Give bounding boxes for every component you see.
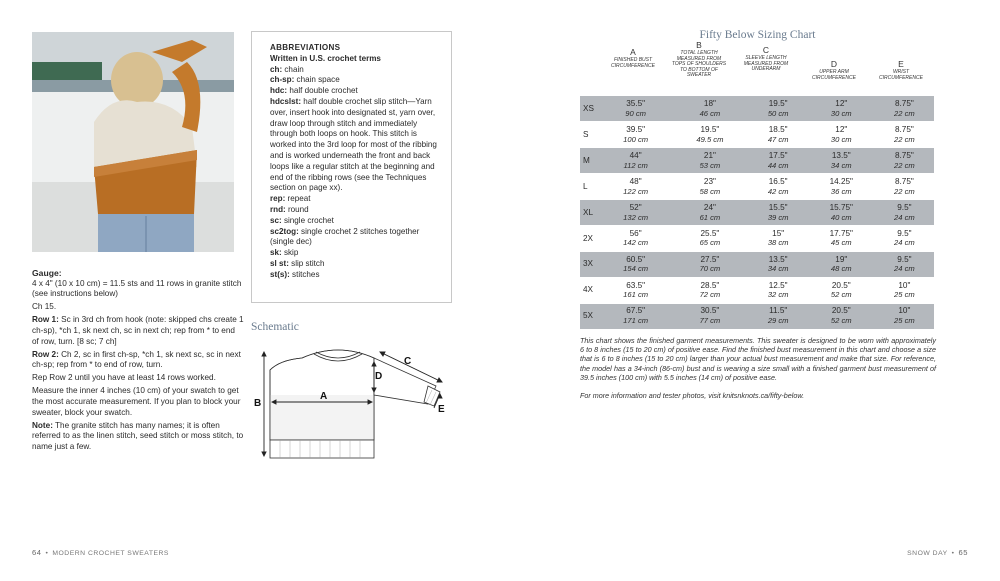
column-header-c	[738, 46, 794, 73]
measurement-cm: 72 cm	[699, 290, 721, 300]
measurement-cm: 132 cm	[623, 212, 649, 222]
column-letter: E	[898, 59, 904, 69]
size-row-s	[580, 122, 934, 148]
measurement-cm: 30 cm	[830, 108, 852, 118]
gauge-row1	[32, 315, 244, 347]
column-desc: SLEEVE LENGTH MEASURED FROM UNDERARM	[743, 55, 789, 73]
measurement-inches: 12.5"	[768, 280, 788, 290]
measurement-cell	[671, 277, 748, 303]
measurement-cm: 53 cm	[699, 160, 721, 170]
measurement-inches: 19.5"	[700, 125, 720, 135]
sizing-chart-title: Fifty Below Sizing Chart	[699, 29, 816, 41]
measurement-cm: 38 cm	[767, 238, 789, 248]
measurement-inches: 12"	[835, 125, 848, 135]
measurement-cell	[808, 122, 875, 148]
measurement-inches: 23"	[703, 177, 716, 187]
measurement-cm: 65 cm	[699, 238, 721, 248]
column-letter: C	[762, 45, 770, 55]
measurement-cell	[671, 174, 748, 200]
abbreviation-item	[270, 194, 441, 205]
measurement-inches: 8.75"	[894, 125, 914, 135]
measurement-cell	[875, 225, 934, 251]
measurement-inches: 10"	[898, 306, 911, 316]
measurement-cm: 90 cm	[625, 108, 646, 118]
size-row-3x	[580, 251, 934, 277]
abbr-def: chain	[282, 64, 304, 74]
measurement-cell	[600, 96, 671, 122]
abbreviation-item	[270, 86, 441, 97]
measurement-cell	[749, 174, 808, 200]
measurement-cm: 171 cm	[623, 316, 649, 326]
abbr-def: round	[285, 204, 309, 214]
measurement-cell	[600, 303, 671, 329]
measurement-inches: 18"	[703, 99, 716, 109]
measurement-inches: 44"	[629, 151, 642, 161]
abbr-def: single crochet 2 stitches together (single dec)	[270, 226, 420, 247]
measurement-cm: 22 cm	[894, 108, 915, 118]
gauge-section	[32, 268, 244, 455]
measurement-cell	[600, 277, 671, 303]
measurement-cell	[749, 200, 808, 226]
abbr-def: stitches	[289, 269, 320, 279]
schematic-label-a: A	[320, 391, 328, 402]
measurement-cm: 47 cm	[767, 134, 789, 144]
note-label: Note:	[32, 420, 53, 430]
abbreviation-item	[270, 248, 441, 259]
measurement-cm: 58 cm	[699, 186, 721, 196]
abbr-def: skip	[281, 248, 299, 258]
abbr-term: rnd:	[270, 204, 286, 214]
measurement-cm: 24 cm	[894, 264, 915, 274]
size-row-xs	[580, 96, 934, 122]
size-label: S	[580, 122, 600, 148]
size-row-m	[580, 148, 934, 174]
measurement-cm: 48 cm	[830, 264, 852, 274]
row1-label: Row 1:	[32, 315, 59, 325]
measurement-cm: 24 cm	[894, 212, 915, 222]
note-text: The granite stitch has many names; it is often referred to as the linen stitch, seed stitch or moss stitch, to name just a few.	[32, 420, 244, 451]
measurement-cm: 52 cm	[830, 290, 852, 300]
measurement-inches: 63.5"	[626, 280, 646, 290]
measurement-inches: 15.5"	[768, 202, 788, 212]
abbreviation-item	[270, 270, 441, 281]
measurement-inches: 67.5"	[626, 306, 646, 316]
size-row-xl	[580, 200, 934, 226]
measurement-cm: 39 cm	[767, 212, 789, 222]
measurement-inches: 11.5"	[769, 306, 788, 316]
abbreviation-item	[270, 227, 441, 249]
page-number-right: 65	[958, 548, 968, 557]
column-desc: UPPER ARM CIRCUMFERENCE	[812, 69, 856, 81]
size-label: 4X	[580, 277, 600, 303]
abbr-term: sk:	[270, 248, 282, 258]
abbr-term: st(s):	[270, 269, 290, 279]
measurement-cell	[749, 122, 808, 148]
page-number-left: 64	[32, 548, 42, 557]
measurement-cell	[600, 251, 671, 277]
abbreviation-item	[270, 65, 441, 76]
column-header-d	[806, 60, 862, 81]
abbr-def: single crochet	[281, 215, 334, 225]
measurement-cell	[875, 96, 934, 122]
measurement-cell	[808, 174, 875, 200]
measurement-cell	[808, 277, 875, 303]
measurement-inches: 17.5"	[768, 151, 788, 161]
measurement-cell	[671, 96, 748, 122]
sizing-more-info: For more information and tester photos, visit knitsnknots.ca/fifty-below.	[580, 391, 805, 400]
abbreviations-box	[251, 31, 452, 303]
schematic-label-d: D	[375, 371, 383, 382]
measurement-cm: 36 cm	[830, 186, 852, 196]
measurement-cell	[875, 251, 934, 277]
abbr-term: ch-sp:	[270, 75, 295, 85]
abbr-def: half double crochet slip stitch—Yarn over, insert hook into designated st, yarn over, draw loop through stitch and immediately through both loops on hook. This stitch is worked into the 3rd loop for most of the ribbing and is worked underneath the front and back loops like a regular stitch at the beginning and end of the ribbing rows (see the Techniques section on page xx).	[270, 96, 437, 193]
measurement-cm: 42 cm	[767, 186, 789, 196]
size-label: XS	[580, 96, 600, 122]
measurement-inches: 48"	[629, 177, 642, 187]
gauge-measure: Measure the inner 4 inches (10 cm) of your swatch to get the most accurate measurement. If you plan to block your sweater, block your swatch.	[32, 386, 241, 417]
measurement-cell	[875, 174, 934, 200]
size-label: 3X	[580, 251, 600, 277]
measurement-inches: 16.5"	[768, 177, 788, 187]
measurement-cm: 29 cm	[767, 316, 789, 326]
measurement-inches: 25.5"	[700, 228, 720, 238]
measurement-inches: 39.5"	[626, 125, 646, 135]
measurement-cm: 40 cm	[830, 212, 852, 222]
measurement-cell	[808, 303, 875, 329]
gauge-row2	[32, 350, 244, 371]
measurement-inches: 17.75"	[829, 228, 853, 238]
measurement-inches: 28.5"	[700, 280, 720, 290]
schematic-label-c: C	[404, 356, 412, 367]
measurement-cell	[808, 200, 875, 226]
measurement-inches: 18.5"	[768, 125, 788, 135]
measurement-inches: 27.5"	[700, 254, 720, 264]
column-letter: B	[696, 40, 702, 50]
measurement-inches: 10"	[898, 280, 911, 290]
measurement-inches: 35.5"	[626, 99, 646, 109]
abbr-term: sc:	[270, 215, 282, 225]
schematic-label-b: B	[254, 398, 262, 409]
measurement-cell	[600, 148, 671, 174]
size-label: 5X	[580, 303, 600, 329]
sizing-table	[580, 96, 934, 330]
measurement-inches: 8.75"	[894, 99, 914, 109]
measurement-cm: 112 cm	[623, 160, 648, 170]
measurement-cell	[875, 303, 934, 329]
size-row-5x	[580, 303, 934, 329]
row2-label: Row 2:	[32, 349, 59, 359]
column-desc: FINISHED BUST CIRCUMFERENCE	[611, 57, 655, 69]
gauge-line: 4 x 4" (10 x 10 cm) = 11.5 sts and 11 rows in granite stitch (see instructions below)	[32, 278, 242, 299]
measurement-cm: 70 cm	[699, 264, 721, 274]
row1-text: Sc in 3rd ch from hook (note: skipped chs create 1 ch-sp), *ch 1, sk next ch, sc in next ch; rep from * to end of row, turn. [8 sc; 7 ch]	[32, 315, 244, 346]
size-label: M	[580, 148, 600, 174]
measurement-cell	[600, 225, 671, 251]
measurement-cm: 52 cm	[830, 316, 852, 326]
abbreviation-item	[270, 97, 441, 194]
measurement-cell	[808, 96, 875, 122]
measurement-inches: 13.5"	[768, 254, 788, 264]
measurement-cell	[749, 277, 808, 303]
measurement-cell	[875, 200, 934, 226]
abbr-term: hdc:	[270, 86, 288, 96]
measurement-cell	[749, 96, 808, 122]
schematic-label-e: E	[438, 404, 445, 415]
gauge-repeat: Rep Row 2 until you have at least 14 rows worked.	[32, 373, 216, 383]
measurement-cm: 161 cm	[623, 290, 649, 300]
measurement-cell	[808, 225, 875, 251]
measurement-cm: 32 cm	[767, 290, 789, 300]
gauge-heading: Gauge:	[32, 268, 62, 278]
gauge-chain: Ch 15.	[32, 302, 57, 312]
measurement-inches: 15.75"	[829, 202, 853, 212]
row2-text: Ch 2, sc in first ch-sp, *ch 1, sk next sc, sc in next ch-sp; rep from * to end of row, turn.	[32, 349, 241, 370]
measurement-cell	[749, 303, 808, 329]
abbr-def: slip stitch	[288, 258, 325, 268]
column-header-b	[670, 41, 728, 79]
measurement-cm: 50 cm	[767, 108, 789, 118]
measurement-inches: 19.5"	[768, 99, 788, 109]
measurement-cell	[749, 225, 808, 251]
measurement-cell	[808, 148, 875, 174]
measurement-cm: 45 cm	[830, 238, 852, 248]
measurement-cm: 25 cm	[894, 290, 915, 300]
measurement-cm: 46 cm	[699, 108, 721, 118]
measurement-cm: 142 cm	[623, 238, 649, 248]
measurement-cm: 44 cm	[767, 160, 789, 170]
measurement-cell	[749, 251, 808, 277]
footer-chapter-title: SNOW DAY	[907, 550, 948, 557]
measurement-cm: 34 cm	[830, 160, 852, 170]
footer-separator: •	[45, 550, 49, 557]
measurement-inches: 12"	[835, 99, 848, 109]
model-photo	[32, 32, 234, 252]
size-label: 2X	[580, 225, 600, 251]
measurement-cell	[600, 122, 671, 148]
measurement-inches: 30.5"	[700, 306, 720, 316]
column-letter: A	[630, 47, 636, 57]
sizing-note: This chart shows the finished garment measurements. This sweater is designed to be worn with approximately 6 to 8 inches (15 to 20 cm) of positive ease. Find the finished bust measurement in this chart and choose a size that is 6 to 8 inches (15 to 20 cm) larger than your actual bust measurement and make that size. For reference, the model has a 34-inch (86-cm) bust and is wearing a size small with a finished garment bust measurement of 39.5 inches (100 cm) with 5.5 inches (14 cm) of positive ease.	[580, 336, 936, 382]
abbreviations-subtitle: Written in U.S. crochet terms	[270, 53, 381, 63]
sizing-column-headers	[580, 40, 934, 96]
column-desc: TOTAL LENGTH MEASURED FROM TOPS OF SHOULDERS TO BOTTOM OF SWEATER	[671, 50, 727, 79]
abbreviation-item	[270, 216, 441, 227]
measurement-cell	[600, 174, 671, 200]
measurement-cell	[875, 122, 934, 148]
measurement-cell	[875, 277, 934, 303]
schematic-diagram	[250, 340, 450, 465]
measurement-cm: 24 cm	[894, 238, 915, 248]
measurement-inches: 8.75"	[894, 151, 914, 161]
size-row-l	[580, 174, 934, 200]
measurement-inches: 9.5"	[897, 228, 912, 238]
abbreviation-item	[270, 259, 441, 270]
model-photo-illustration	[32, 32, 234, 252]
measurement-inches: 52"	[629, 202, 642, 212]
measurement-cm: 61 cm	[699, 212, 721, 222]
abbr-term: ch:	[270, 64, 283, 74]
measurement-inches: 60.5"	[626, 254, 646, 264]
measurement-cm: 122 cm	[623, 186, 649, 196]
schematic-title: Schematic	[251, 321, 299, 333]
abbr-term: hdcslst:	[270, 96, 302, 106]
measurement-cm: 22 cm	[894, 160, 915, 170]
measurement-cell	[600, 200, 671, 226]
measurement-inches: 14.25"	[829, 177, 853, 187]
measurement-cm: 100 cm	[623, 134, 649, 144]
measurement-cell	[671, 251, 748, 277]
size-row-4x	[580, 277, 934, 303]
measurement-cm: 30 cm	[830, 134, 852, 144]
measurement-inches: 20.5"	[831, 280, 851, 290]
size-label: XL	[580, 200, 600, 226]
measurement-cm: 49.5 cm	[696, 134, 724, 144]
measurement-inches: 19"	[835, 254, 848, 264]
size-row-2x	[580, 225, 934, 251]
column-header-e	[872, 60, 930, 81]
column-header-a	[604, 48, 662, 69]
measurement-cm: 25 cm	[894, 316, 915, 326]
size-label: L	[580, 174, 600, 200]
measurement-cell	[671, 225, 748, 251]
column-letter: D	[830, 59, 838, 69]
footer-left	[32, 548, 169, 557]
abbreviation-item	[270, 205, 441, 216]
measurement-cell	[749, 148, 808, 174]
measurement-cm: 22 cm	[894, 186, 915, 196]
measurement-cell	[671, 122, 748, 148]
gauge-note	[32, 421, 244, 453]
abbr-def: repeat	[285, 194, 311, 204]
abbr-def: half double crochet	[287, 86, 358, 96]
abbr-def: chain space	[294, 75, 340, 85]
measurement-cm: 22 cm	[894, 134, 915, 144]
measurement-cm: 77 cm	[699, 316, 721, 326]
footer-right	[907, 548, 968, 557]
measurement-inches: 24"	[703, 202, 716, 212]
measurement-cell	[808, 251, 875, 277]
measurement-inches: 9.5"	[897, 202, 912, 212]
measurement-cm: 154 cm	[623, 264, 649, 274]
measurement-inches: 20.5"	[831, 306, 851, 316]
abbreviation-item	[270, 75, 441, 86]
measurement-inches: 56"	[629, 228, 642, 238]
abbr-term: sl st:	[270, 258, 289, 268]
measurement-cell	[875, 148, 934, 174]
measurement-inches: 8.75"	[894, 177, 914, 187]
footer-book-title: MODERN CROCHET SWEATERS	[52, 550, 169, 557]
measurement-inches: 9.5"	[897, 254, 912, 264]
measurement-inches: 21"	[703, 151, 716, 161]
abbreviations-title: ABBREVIATIONS	[270, 43, 341, 52]
measurement-inches: 13.5"	[831, 151, 851, 161]
measurement-cm: 34 cm	[767, 264, 789, 274]
measurement-cell	[671, 200, 748, 226]
abbr-term: rep:	[270, 194, 286, 204]
column-desc: WRIST CIRCUMFERENCE	[879, 69, 923, 81]
footer-separator: •	[951, 550, 955, 557]
measurement-cell	[671, 148, 748, 174]
measurement-inches: 15"	[772, 228, 785, 238]
measurement-cell	[671, 303, 748, 329]
abbr-term: sc2tog:	[270, 226, 299, 236]
